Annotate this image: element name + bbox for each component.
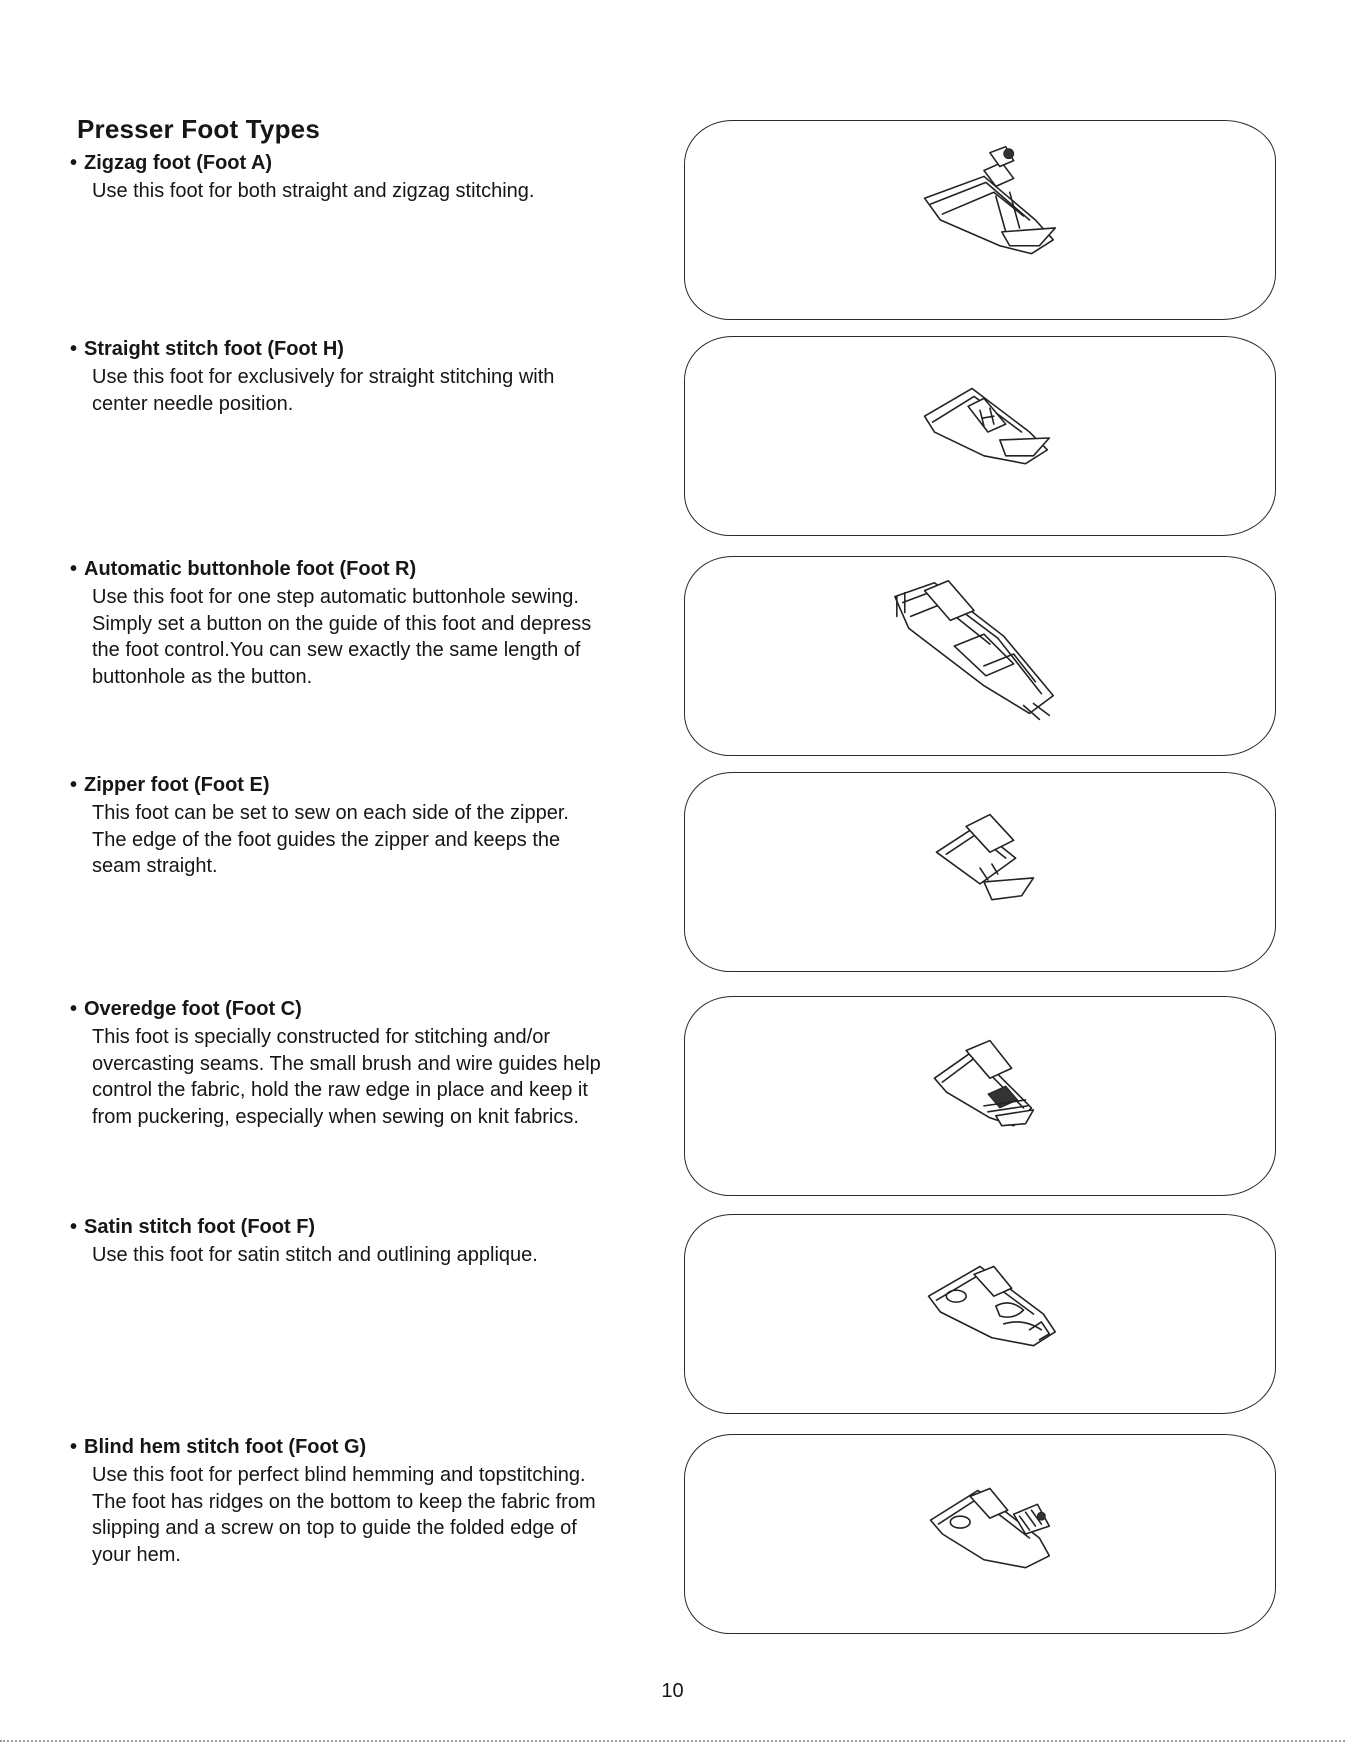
illustration-frame xyxy=(684,336,1276,536)
foot-description: Use this foot for satin stitch and outlining applique. xyxy=(92,1244,538,1266)
foot-entry-straight-stitch xyxy=(70,336,670,417)
satin-stitch-foot-icon xyxy=(685,1215,1275,1413)
overedge-foot-icon xyxy=(685,997,1275,1195)
foot-entry-zipper xyxy=(70,772,670,880)
foot-title: • Automatic buttonhole foot (Foot R) xyxy=(70,558,417,580)
illustration-frame xyxy=(684,1214,1276,1414)
straight-stitch-foot-icon xyxy=(685,337,1275,535)
foot-description: Use this foot for both straight and zigzag stitching. xyxy=(92,180,535,202)
page-number: 10 xyxy=(661,1680,684,1702)
zigzag-foot-icon xyxy=(685,121,1275,319)
foot-title: • Blind hem stitch foot (Foot G) xyxy=(70,1436,367,1458)
illustration-frame xyxy=(684,556,1276,756)
foot-entry-blind-hem xyxy=(70,1434,670,1568)
bullet-icon: • xyxy=(70,998,78,1020)
blind-hem-foot-icon xyxy=(685,1435,1275,1633)
foot-title: • Zigzag foot (Foot A) xyxy=(70,152,273,174)
bullet-icon: • xyxy=(70,774,78,796)
foot-description: Use this foot for one step automatic buttonhole sewing. Simply set a button on the guide of this foot and depress the foot control.You can sew exactly the same length of buttonhole as the button. xyxy=(92,586,592,688)
foot-description: This foot can be set to sew on each side of the zipper. The edge of the foot guides the zipper and keeps the seam straight. xyxy=(92,802,569,877)
bullet-icon: • xyxy=(70,1216,78,1238)
foot-entry-zigzag xyxy=(70,150,670,205)
illustration-frame xyxy=(684,1434,1276,1634)
foot-entry-overedge xyxy=(70,996,670,1130)
bullet-icon: • xyxy=(70,1436,78,1458)
foot-description: This foot is specially constructed for stitching and/or overcasting seams. The small brush and wire guides help control the fabric, hold the raw edge in place and keep it from puckering, especially when sewing on knit fabrics. xyxy=(92,1026,601,1128)
page-title: Presser Foot Types xyxy=(77,114,320,144)
foot-title: • Satin stitch foot (Foot F) xyxy=(70,1216,316,1238)
foot-description: Use this foot for exclusively for straight stitching with center needle position. xyxy=(92,366,555,415)
bullet-icon: • xyxy=(70,558,78,580)
bullet-icon: • xyxy=(70,152,78,174)
illustration-frame xyxy=(684,772,1276,972)
illustration-frame xyxy=(684,996,1276,1196)
foot-entry-buttonhole xyxy=(70,556,670,690)
foot-description: Use this foot for perfect blind hemming and topstitching. The foot has ridges on the bottom to keep the fabric from slipping and a screw on top to guide the folded edge of your hem. xyxy=(92,1464,596,1566)
bullet-icon: • xyxy=(70,338,78,360)
foot-entry-satin-stitch xyxy=(70,1214,670,1269)
zipper-foot-icon xyxy=(685,773,1275,971)
buttonhole-foot-icon xyxy=(685,557,1275,755)
foot-title: • Overedge foot (Foot C) xyxy=(70,998,302,1020)
foot-title: • Straight stitch foot (Foot H) xyxy=(70,338,344,360)
foot-title: • Zipper foot (Foot E) xyxy=(70,774,270,796)
footer-rule xyxy=(0,1740,1345,1742)
illustration-frame xyxy=(684,120,1276,320)
